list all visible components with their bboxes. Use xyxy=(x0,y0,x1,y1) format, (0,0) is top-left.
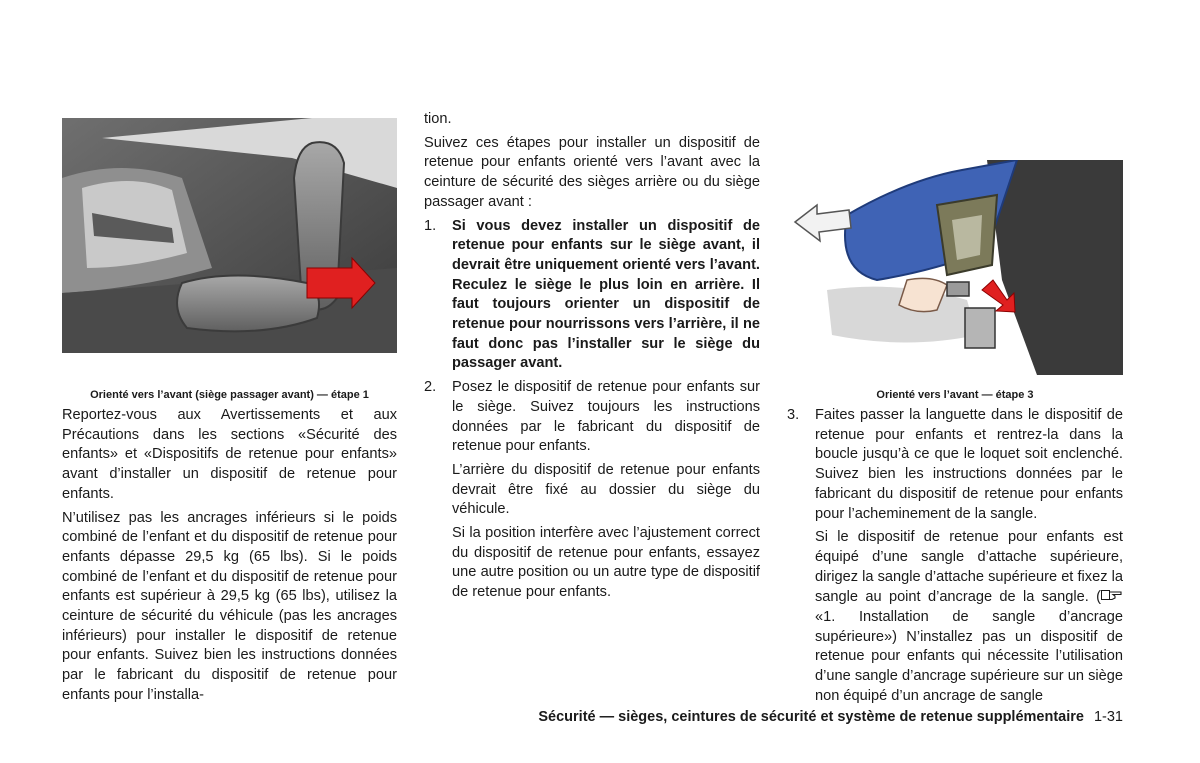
step-2 xyxy=(424,378,760,457)
step-number: 3. xyxy=(787,407,800,423)
step-number: 1. xyxy=(424,217,437,234)
pointing-hand-icon xyxy=(1101,587,1123,608)
ref-text-b: «1. Installation de sangle d’ancrage supérieure») N’installez pas un dispositif de retenue pour enfants qui nécessite l’utilisation d’une sangle d’ancrage supérieure sur un siège non équipé d’un ancrage de sangle xyxy=(815,609,1123,704)
paragraph: N’utilisez pas les ancrages inférieurs si le poids combiné de l’enfant et du dispositif de retenue pour enfants dépasse 29,5 kg (65 lbs). Si le poids combiné de l’enfant et du dispositif de retenue pour enfants est supérieur à 29,5 kg (65 lbs), utilisez la ceinture de sécurité du véhicule (pas les ancrages inférieurs) pour installer le dispositif de retenue pour enfants. Suivez bien les instructions données par le fabricant du dispositif de retenue pour enfants pour l’installa- xyxy=(62,509,397,703)
paragraph-intro: Suivez ces étapes pour installer un dispositif de retenue pour enfants orienté vers l’avant avec la ceinture de sécurité des sièges arrière ou du siège passager avant : xyxy=(424,134,760,210)
column-2 xyxy=(424,110,760,607)
figure1-caption: Orienté vers l’avant (siège passager avant) — étape 1 xyxy=(90,389,369,401)
page-number: 1-31 xyxy=(1093,709,1123,725)
step-text: Faites passer la languette dans le dispositif de retenue pour enfants et rentrez-la dans la boucle jusqu’à ce que le loquet soit enclenché. Suivez bien les instructions données par le fabricant du dispositif de retenue pour enfants pour l’acheminement de la sangle. xyxy=(815,407,1123,522)
section-title: Sécurité — sièges, ceintures de sécurité et système de retenue supplémentaire xyxy=(538,709,1084,725)
figure3-caption: Orienté vers l’avant — étape 3 xyxy=(876,389,1034,401)
paragraph: Si la position interfère avec l’ajustement correct du dispositif de retenue pour enfants, essayez une autre position ou un autre type de dispositif de retenue pour enfants. xyxy=(452,525,760,601)
step-1 xyxy=(424,217,760,375)
ref-text-a: Si le dispositif de retenue pour enfants est équipé d’une sangle d’attache supérieure, dirigez la sangle d’attache supérieure et fixez la sangle au point d’ancrage de la sangle. ( xyxy=(815,529,1123,606)
column-3 xyxy=(787,406,1123,711)
paragraph-reference xyxy=(815,528,1123,706)
paragraph: Reportez-vous aux Avertissements et aux Précautions dans les sections «Sécurité des enfants» et «Dispositifs de retenue pour enfants» avant d’installer un dispositif de retenue pour enfants. xyxy=(62,407,397,502)
step-text: Posez le dispositif de retenue pour enfants sur le siège. Suivez toujours les instructions données par le fabricant du dispositif de retenue pour enfants. xyxy=(452,379,760,455)
step-text: Si vous devez installer un dispositif de retenue pour enfants sur le siège avant, il devrait être uniquement orienté vers l’avant. Reculez le siège le plus loin en arrière. Il faut toujours orienter un dispositif de retenue pour nourrissons vers l’arrière, il ne faut donc pas l’installer sur le siège du passager avant. xyxy=(452,217,760,372)
step-number: 2. xyxy=(424,379,437,396)
paragraph: L’arrière du dispositif de retenue pour enfants devrait être fixé au dossier du siège du véhicule. xyxy=(452,461,760,518)
step-3 xyxy=(787,406,1123,524)
figure-front-seat-step1 xyxy=(62,118,397,353)
page-footer xyxy=(440,709,1123,725)
column-1 xyxy=(62,406,397,710)
paragraph-continuation: tion. xyxy=(424,111,452,127)
figure-buckle-step3 xyxy=(787,160,1123,375)
